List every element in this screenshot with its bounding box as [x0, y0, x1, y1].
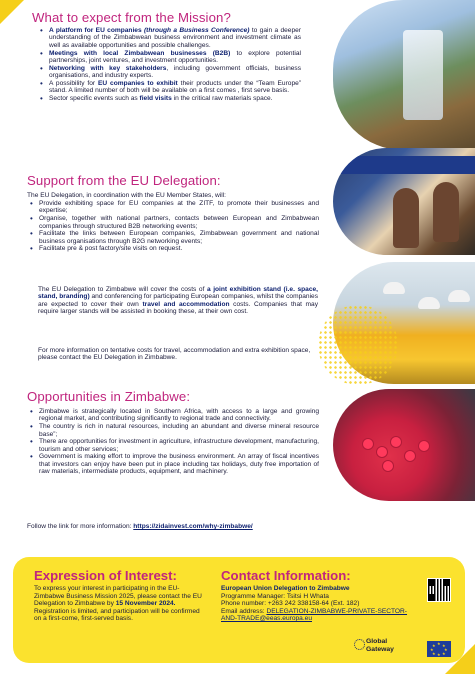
support-costs-paragraph: The EU Delegation to Zimbabwe will cover the costs of a joint exhibition stand (i.e. space, stand, branding) and conferencing for participating European companies, whilst the companies are expected to cover their own travel and accommodation costs. Companies that may require larger stands will be assisted in booking these, at their own cost. — [38, 286, 319, 316]
list-item: • Government is making effort to improve the business environment. An array of fiscal incentives that investors can enjoy have been put in place including tax holidays, duty free importation of raw materials, intermediate products, equipment, and machinery. — [29, 453, 319, 475]
list-item: • Provide exhibiting space for EU companies at the ZITF, to promote their businesses and expertise; — [29, 200, 319, 215]
hairnet-shape — [418, 297, 440, 309]
raspberries-photo — [333, 389, 475, 501]
berry-shape — [391, 437, 401, 447]
mission-list — [39, 27, 301, 103]
halftone-decoration — [318, 305, 398, 385]
zidainvest-link[interactable]: https://zidainvest.com/why-zimbabwe/ — [133, 523, 253, 530]
expression-text: To express your interest in participating in the EU-Zimbabwe Business Mission 2025, please contact the EU Delegation to Zimbabwe by 15 November 2024. Registration is limited, and participation will be confirmed on a first-come, first-served basis. — [34, 585, 202, 623]
contact-email-link[interactable]: DELEGATION-ZIMBABWE-PRIVATE-SECTOR-AND-TRADE@eeas.europa.eu — [221, 607, 408, 623]
berry-shape — [383, 461, 393, 471]
contact-email-line: Email address: DELEGATION-ZIMBABWE-PRIVATE-SECTOR-AND-TRADE@eeas.europa.eu — [221, 607, 408, 623]
global-gateway-icon — [354, 639, 365, 650]
berry-shape — [363, 439, 373, 449]
contact-org: European Union Delegation to Zimbabwe — [221, 585, 350, 592]
support-list — [29, 200, 319, 253]
opportunities-title: Opportunities in Zimbabwe: — [27, 389, 191, 404]
person-shape — [433, 182, 459, 242]
berry-shape — [405, 451, 415, 461]
list-item: • There are opportunities for investment in agriculture, infrastructure development, manufacturing, tourism and other services; — [29, 438, 319, 453]
eu-flag-icon: ★ ★ ★ ★ ★ ★ ★ ★ — [427, 641, 451, 657]
contact-details — [221, 585, 411, 623]
support-info-paragraph: For more information on tentative costs for travel, accommodation and extra exhibition space, please contact the EU Delegation in Zimbabwe. — [38, 347, 311, 362]
waterfall-shape — [403, 30, 443, 120]
person-shape — [393, 188, 419, 248]
list-item: • Meetings with local Zimbabwean businesses (B2B) to explore potential partnerships, joint ventures, and investment opportunities. — [39, 50, 301, 65]
berry-shape — [377, 447, 387, 457]
list-item: • Facilitate the links between European companies, Zimbabwean government and national business organisations through B2G networking events; — [29, 230, 319, 245]
european-union-banner — [333, 156, 475, 174]
contact-manager: Programme Manager: Tsitsi H Whata — [221, 592, 329, 600]
conference-photo — [333, 148, 475, 255]
follow-link-line: Follow the link for more information: https://zidainvest.com/why-zimbabwe/ — [27, 523, 253, 530]
contact-phone: Phone number: +263 242 338158-64 (Ext. 182) — [221, 600, 360, 608]
support-intro: The EU Delegation, in coordination with the EU Member States, will: — [27, 192, 227, 199]
hairnet-shape — [448, 290, 470, 302]
berry-shape — [419, 441, 429, 451]
list-item: • The country is rich in natural resources, including an abundant and diverse mineral resource base”; — [29, 423, 319, 438]
waterfall-photo — [333, 0, 475, 150]
contact-title: Contact Information: — [221, 568, 351, 583]
list-item: • Organise, together with national partners, contacts between European and Zimbabwean companies through structured B2B networking events; — [29, 215, 319, 230]
support-title: Support from the EU Delegation: — [27, 173, 221, 188]
hairnet-shape — [383, 282, 405, 294]
list-item: • Sector specific events such as field visits in the critical raw materials space. — [39, 95, 301, 102]
list-item: • Networking with key stakeholders, including government officials, business organisations, and industry experts. — [39, 65, 301, 80]
qr-code-icon — [427, 578, 451, 602]
opportunities-list — [29, 408, 319, 476]
corner-accent — [0, 0, 24, 24]
list-item: • A platform for EU companies (through a Business Conference) to gain a deeper understanding of the Zimbabwean business environment and investment climate as well as available opportunities and possible challenges. — [39, 27, 301, 49]
expression-title: Expression of Interest: — [34, 568, 177, 583]
list-item: • A possibility for EU companies to exhibit their products under the “Team Europe” stand. A limited number of both will be available on a first comes , first serve basis. — [39, 80, 301, 95]
global-gateway-logo: Global Gateway — [366, 638, 394, 653]
list-item: • Zimbabwe is strategically located in Southern Africa, with access to a large and growing regional market, and contributing significantly to regional trade and connectivity. — [29, 408, 319, 423]
mission-title: What to expect from the Mission? — [32, 10, 231, 25]
list-item: • Facilitate pre & post factory/site visits on request. — [29, 245, 319, 252]
